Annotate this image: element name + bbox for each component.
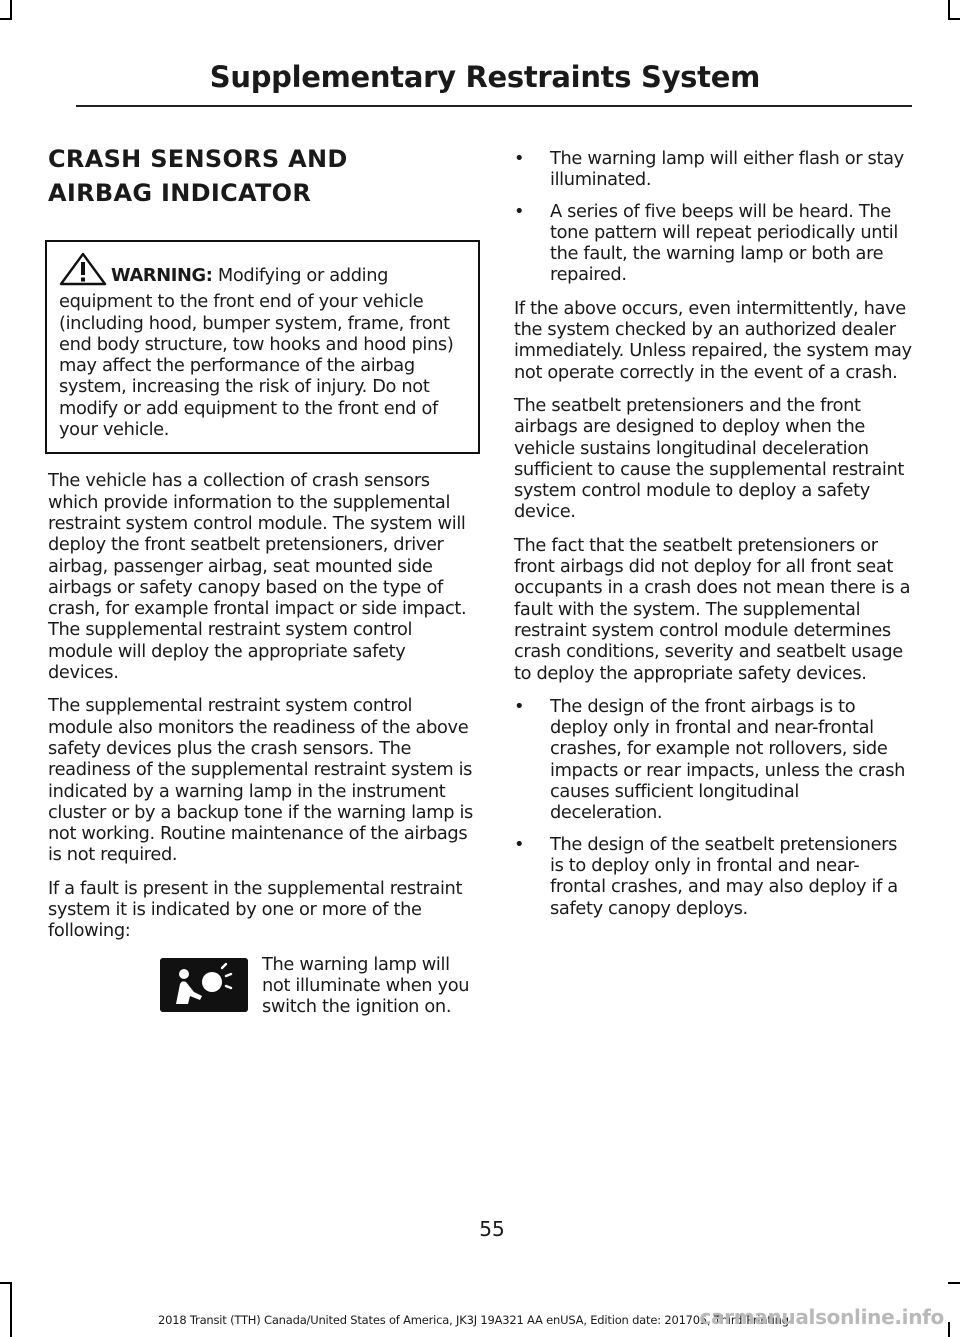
- paragraph: The vehicle has a collection of crash sensors which provide information to the supplemental restraint system control module. The system will deploy the front seatbelt pretensioners, driver airbag, passenger airbag, seat mounted side airbags or safety canopy based on the type of crash, for example frontal impact or side impact. The supplemental restraint system control module will deploy the appropriate safety devices.: [48, 470, 467, 684]
- page-number: 55: [479, 1217, 505, 1241]
- paragraph: The fact that the seatbelt pretensioners or front airbags did not deploy for all front seat occupants in a crash does not mean there is a fault with the system. The supplemental restraint system control module determines crash conditions, severity and seatbelt usage to deploy the appropriate safety devices.: [514, 534, 911, 684]
- list-item: [514, 696, 912, 824]
- crop-mark: [948, 1322, 950, 1337]
- list-item-text: A series of five beeps will be heard. The tone pattern will repeat periodically until the fault, the warning lamp or both are repaired.: [550, 200, 898, 286]
- list-item-text: The design of the seatbelt pretensioners is to deploy only in frontal and near-frontal crashes, and may also deploy if a safety canopy deploys.: [550, 833, 898, 919]
- header-divider: [76, 105, 912, 107]
- list-item: [514, 201, 912, 286]
- warning-triangle-icon: [59, 252, 107, 286]
- bullet-symbol: •: [514, 200, 525, 222]
- crop-mark: [948, 1282, 960, 1284]
- footer-text: 2018 Transit (TTH) Canada/United States of America, JK3J 19A321 AA enUSA, Edition date: 201705, Third-Printing-: [158, 1313, 793, 1327]
- section-title-line-1: CRASH SENSORS AND: [48, 145, 348, 173]
- airbag-warning-lamp-icon: [160, 958, 248, 1012]
- list-item-text: The design of the front airbags is to deploy only in frontal and near-frontal crashes, for example not rollovers, side impacts or rear impacts, unless the crash causes sufficient longitudinal deceleration.: [550, 695, 906, 824]
- warning-text-start: Modifying or adding: [212, 264, 389, 286]
- warning-text: equipment to the front end of your vehicle (including hood, bumper system, frame, front end body structure, tow hooks and hood pins) may affect the performance of the airbag system, increasing the risk of injury. Do not modify or add equipment to the front end of your vehicle.: [59, 291, 454, 441]
- crop-mark: [0, 18, 12, 20]
- warning-lamp-text: The warning lamp will not illuminate when you switch the ignition on.: [262, 953, 470, 1018]
- bullet-symbol: •: [514, 695, 525, 717]
- paragraph: The supplemental restraint system control module also monitors the readiness of the above safety devices plus the crash sensors. The readiness of the supplemental restraint system is indicated by a warning lamp in the instrument cluster or by a backup tone if the warning lamp is not working. Routine maintenance of the airbags is not required.: [48, 695, 473, 866]
- bullet-symbol: •: [514, 148, 525, 169]
- symptom-list: [514, 148, 912, 286]
- watermark: carmanualsonline.info: [699, 1305, 944, 1329]
- list-item-text: The warning lamp will either flash or stay illuminated.: [550, 148, 904, 191]
- list-item: [514, 834, 912, 919]
- left-column: [48, 142, 480, 1018]
- crop-mark: [948, 0, 950, 20]
- crop-mark: [948, 18, 960, 20]
- paragraph: The seatbelt pretensioners and the front airbags are designed to deploy when the vehicle sustains longitudinal deceleration sufficient to cause the supplemental restraint system control module to deploy a safety device.: [514, 394, 905, 523]
- section-title-line-2: AIRBAG INDICATOR: [48, 179, 312, 207]
- paragraph: If a fault is present in the supplemental restraint system it is indicated by one or more of the following:: [48, 877, 463, 942]
- list-item: [514, 148, 912, 191]
- section-title: [48, 142, 480, 210]
- right-column: [514, 148, 912, 931]
- crop-mark: [10, 0, 12, 20]
- warning-lamp-note: [48, 954, 480, 1018]
- paragraph: If the above occurs, even intermittently, have the system checked by an authorized dealer immediately. Unless repaired, the system may not operate correctly in the event of a crash.: [514, 297, 912, 383]
- design-list: [514, 696, 912, 919]
- bullet-symbol: •: [514, 833, 525, 855]
- warning-box: [45, 240, 480, 454]
- page-header-title: Supplementary Restraints System: [209, 60, 760, 94]
- crop-mark: [10, 1282, 12, 1337]
- warning-label: WARNING:: [111, 264, 213, 286]
